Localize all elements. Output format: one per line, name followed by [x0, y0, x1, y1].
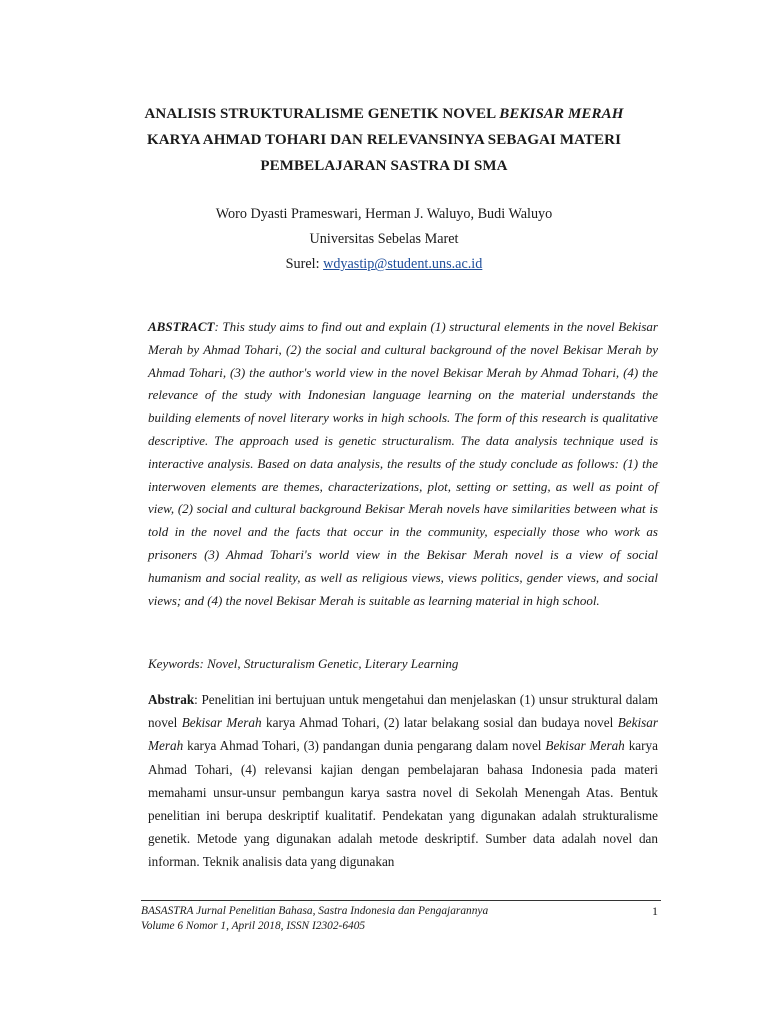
abstract-en-text: : This study aims to find out and explain (1) structural elements in the novel Bekisar Merah by Ahmad Tohari, (2) the social and cultural background of the novel Bekisar Merah by Ahmad Tohari, (3) the author's world view in the novel Bekisar Merah by Ahmad Tohari, (4) the relevance of the study with Indonesian language learning on the material understands the building elements of novel literary works in high schools. The form of this research is qualitative descriptive. The approach used is genetic structuralism. The data analysis technique used is interactive analysis. Based on data analysis, the results of the study conclude as follows: (1) the interwoven elements are themes, characterizations, plot, setting or setting, as well as point of view, (2) social and cultural background Bekisar Merah novels have similarities between what is told in the novel and the facts that occur in the community, especially those who work as prisoners (3) Ahmad Tohari's world view in the Bekisar Merah novel is a view of social humanism and social reality, as well as religious views, views politics, gender views, and social views; and (4) the novel Bekisar Merah is suitable as learning material in high school. [148, 319, 658, 608]
title-line-2: KARYA AHMAD TOHARI DAN RELEVANSINYA SEBAGAI MATERI [146, 132, 622, 148]
title-line-1-text: ANALISIS STRUKTURALISME GENETIK NOVEL [144, 106, 500, 122]
abstract-id-novel-2: Bekisar Merah [148, 715, 658, 754]
abstract-id-novel-1: Bekisar Merah [181, 715, 262, 731]
footer-divider [141, 900, 661, 901]
email-label: Surel: [285, 256, 324, 272]
abstract-id-text-3: karya Ahmad Tohari, (3) pandangan dunia pengarang dalam novel [183, 738, 546, 754]
abstract-english [148, 316, 658, 612]
footer-volume: Volume 6 Nomor 1, April 2018, ISSN I2302-6405 [141, 920, 366, 932]
author-email-row [100, 252, 668, 277]
abstract-indonesian [148, 688, 658, 874]
abstract-id-label: Abstrak [148, 692, 195, 707]
paper-title [100, 101, 668, 179]
keywords: Keywords: Novel, Structuralism Genetic, Literary Learning [148, 656, 459, 671]
title-line-3: PEMBELAJARAN SASTRA DI SMA [260, 158, 508, 174]
abstract-id-novel-3: Bekisar Merah [545, 738, 625, 754]
footer-journal: BASASTRA Jurnal Penelitian Bahasa, Sastra Indonesia dan Pengajarannya [141, 905, 489, 917]
author-block [100, 202, 668, 277]
footer [141, 904, 661, 934]
abstract-id-text-2: karya Ahmad Tohari, (2) latar belakang sosial dan budaya novel [261, 715, 618, 731]
page-number: 1 [652, 904, 658, 918]
title-line-1 [100, 101, 668, 127]
abstract-id-text-1: : Penelitian ini bertujuan untuk mengetahui dan menjelaskan (1) unsur struktural dalam novel [148, 692, 658, 731]
title-novel-name: BEKISAR MERAH [499, 106, 624, 122]
author-names: Woro Dyasti Prameswari, Herman J. Waluyo, Budi Waluyo [215, 206, 553, 222]
abstract-en-label: ABSTRACT [148, 319, 215, 334]
abstract-id-text-4: karya Ahmad Tohari, (4) relevansi kajian dengan pembelajaran bahasa Indonesia pada materi memahami unsur-unsur pembangun karya sastra novel di Sekolah Menengah Atas. Bentuk penelitian ini berupa deskriptif kualitatif. Pendekatan yang digunakan adalah strukturalisme genetik. Metode yang digunakan adalah metode deskriptif. Sumber data adalah novel dan informan. Teknik analisis data yang digunakan [148, 738, 658, 870]
email-link[interactable]: wdyastip@student.uns.ac.id [323, 256, 483, 272]
author-affiliation: Universitas Sebelas Maret [309, 231, 459, 247]
